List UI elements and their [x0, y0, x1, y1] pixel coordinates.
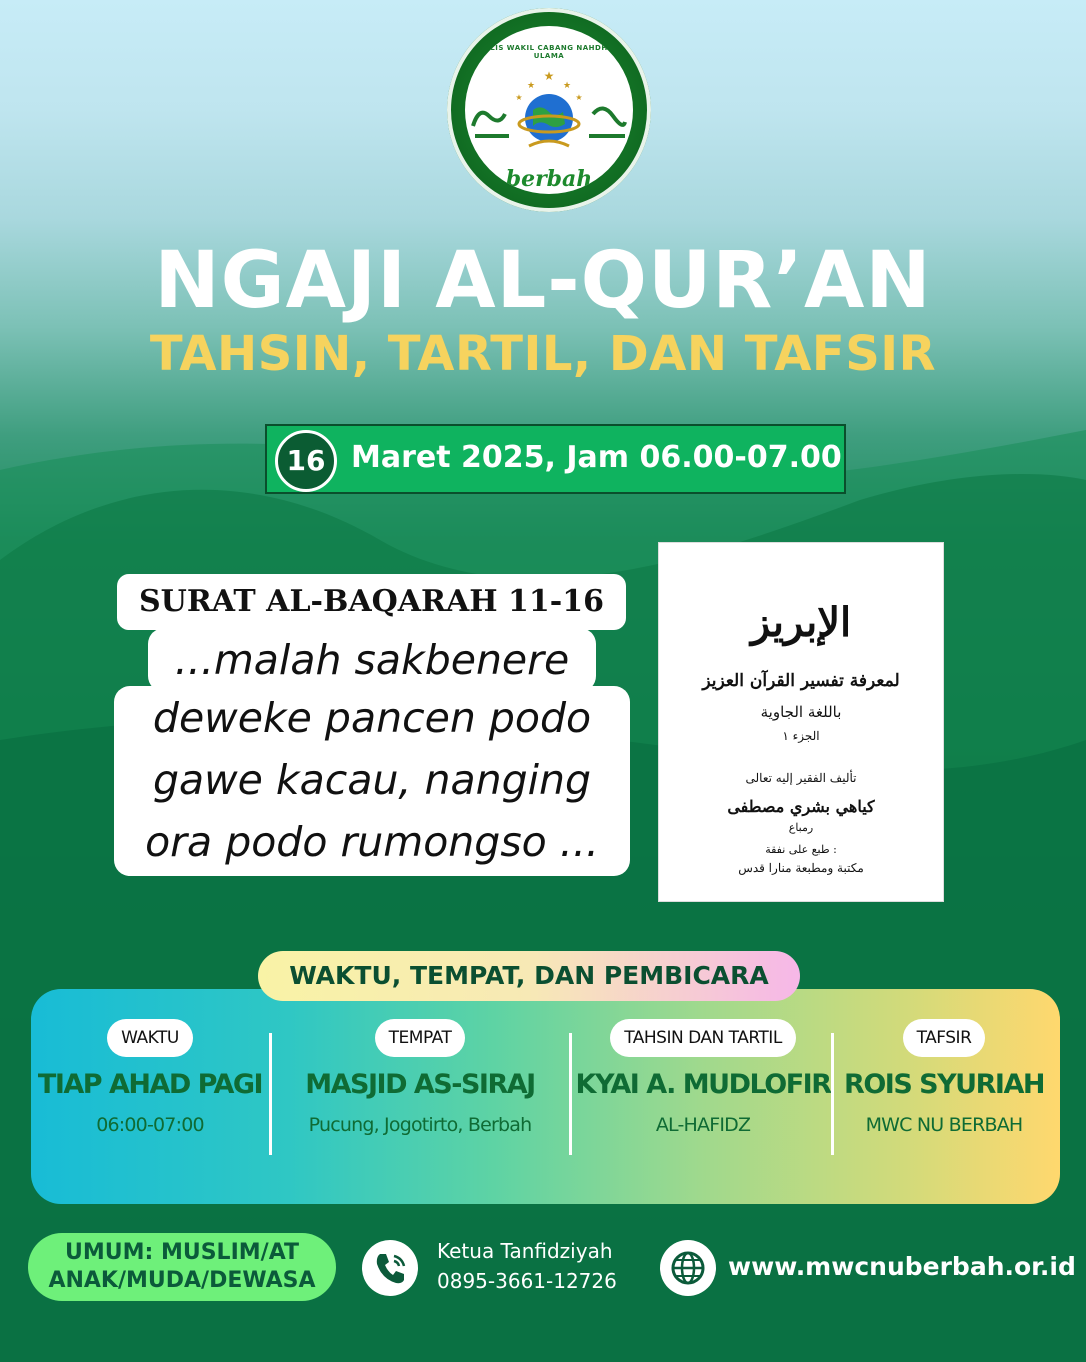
quote-line-3: gawe kacau, nanging [152, 756, 592, 804]
date-banner [265, 424, 846, 494]
logo-ring-text: MAJELIS WAKIL CABANG NAHDHATUL ULAMA [468, 44, 630, 60]
website-link[interactable]: www.mwcnuberbah.or.id [728, 1252, 1076, 1281]
contact-phone: 0895-3661-12726 [437, 1269, 617, 1293]
info-column-waktu [31, 989, 269, 1204]
book-line-3: الجزء ١ [782, 729, 820, 743]
quote-block [114, 686, 630, 876]
book-cover-image [658, 542, 944, 902]
contact-label: Ketua Tanfidziyah [437, 1239, 613, 1263]
column-divider [269, 1033, 272, 1155]
svg-text:★: ★ [526, 81, 536, 91]
info-tag-waktu: WAKTU [107, 1019, 193, 1057]
info-tag-tahsin: TAHSIN DAN TARTIL [610, 1019, 796, 1057]
info-sub-waktu: 06:00-07:00 [96, 1114, 204, 1136]
book-line-8: مكتبة ومطبعة منارا قدس [738, 861, 864, 875]
info-tag-tempat: TEMPAT [375, 1019, 466, 1057]
svg-text:★: ★ [515, 93, 523, 102]
column-divider [569, 1033, 572, 1155]
quote-line-2: deweke pancen podo [152, 694, 592, 742]
surah-label: SURAT AL-BAQARAH 11-16 [117, 574, 626, 630]
date-day-badge: 16 [275, 430, 337, 492]
globe-web-icon [660, 1240, 716, 1296]
book-line-4: تأليف الفقير إليه تعالى [745, 771, 857, 785]
info-sub-tafsir: MWC NU BERBAH [865, 1114, 1023, 1136]
audience-badge [28, 1233, 336, 1301]
page-subtitle: TAHSIN, TARTIL, DAN TAFSIR [149, 326, 937, 382]
info-sub-tahsin: AL-HAFIDZ [655, 1114, 751, 1136]
info-column-tahsin [575, 989, 831, 1204]
column-divider [831, 1033, 834, 1155]
book-line-6: رمباع [788, 821, 814, 834]
info-main-tempat: MASJID AS-SIRAJ [305, 1069, 535, 1100]
logo-emblem [465, 26, 633, 194]
info-tag-tafsir: TAFSIR [903, 1019, 986, 1057]
svg-text:★: ★ [562, 81, 572, 91]
section-title: WAKTU, TEMPAT, DAN PEMBICARA [258, 951, 800, 1001]
info-main-tafsir: ROIS SYURIAH [844, 1069, 1044, 1100]
page-title: NGAJI AL-QUR’AN [154, 236, 932, 326]
audience-line-1: UMUM: MUSLIM/AT [64, 1240, 300, 1265]
book-line-1: لمعرفة تفسير القرآن العزيز [702, 671, 900, 691]
quote-line-4: ora podo rumongso ... [145, 818, 599, 866]
phone-icon [362, 1240, 418, 1296]
contact-info [437, 1236, 617, 1296]
info-main-waktu: TIAP AHAD PAGI [37, 1069, 263, 1100]
info-card [31, 989, 1060, 1204]
arabic-calligraphy-icon [469, 86, 629, 146]
info-main-tahsin: KYAI A. MUDLOFIR [575, 1069, 831, 1100]
info-column-tafsir [837, 989, 1051, 1204]
quote-line-1: ...malah sakbenere [148, 628, 596, 692]
book-line-5: كياهي بشري مصطفى [727, 797, 875, 816]
info-sub-tempat: Pucung, Jogotirto, Berbah [308, 1114, 532, 1136]
book-line-2: باللغة الجاوية [760, 703, 842, 721]
svg-text:★: ★ [543, 69, 555, 83]
book-line-7: طبع على نفقة : [765, 843, 837, 856]
info-column-tempat [275, 989, 565, 1204]
audience-line-2: ANAK/MUDA/DEWASA [48, 1268, 316, 1293]
logo-word: berbah [505, 166, 593, 192]
book-title: الإبريز [750, 599, 852, 646]
date-text: Maret 2025, Jam 06.00-07.00 [351, 440, 842, 475]
organization-logo [447, 8, 651, 212]
svg-text:★: ★ [575, 93, 583, 102]
